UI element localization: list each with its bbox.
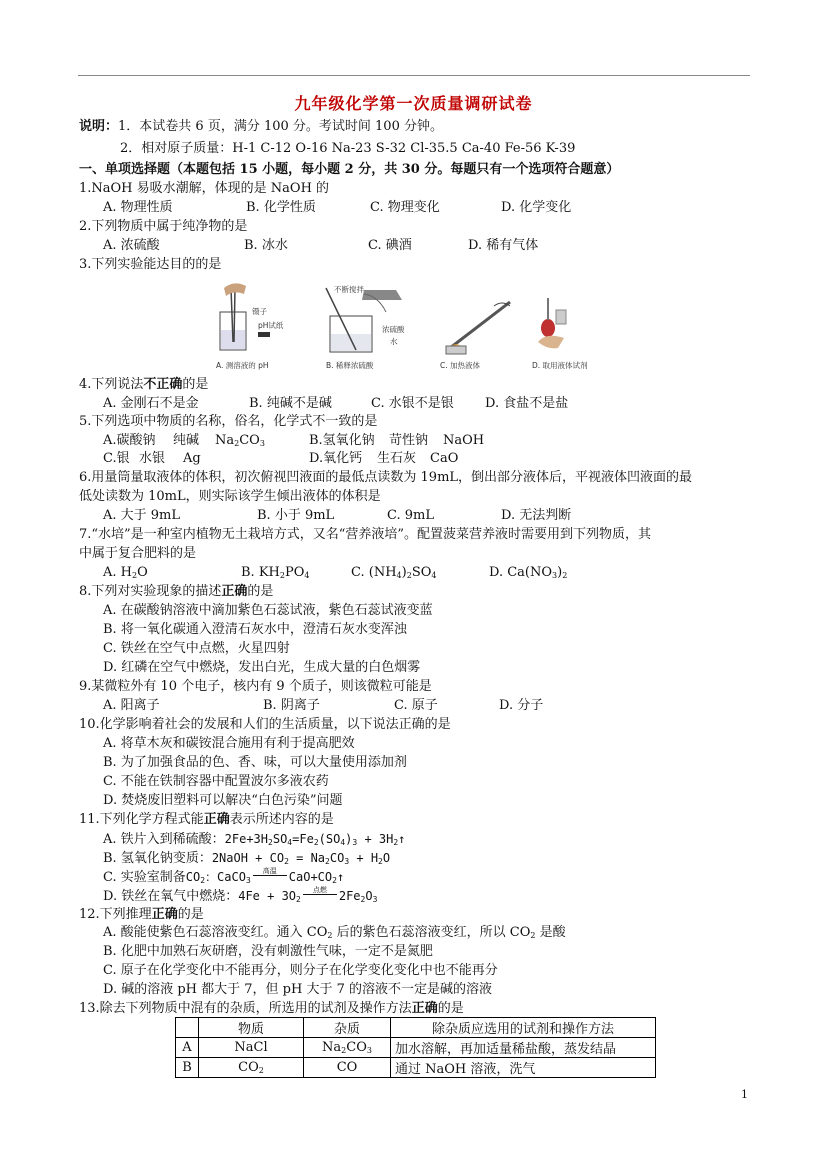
label-acid: 浓硫酸 xyxy=(382,325,405,334)
q5-b-common: 苛性钠 xyxy=(389,433,429,448)
q12-stem-post: 的是 xyxy=(177,907,204,922)
q5-b-name: B.氢氧化钠 xyxy=(309,433,375,448)
q11-d-condition: 点燃 xyxy=(312,886,327,894)
q5-d-name: D.氧化钙 xyxy=(309,451,363,466)
q7-option-d: D. $Ca(NO_3)_2$ xyxy=(489,565,568,580)
q9-option-a: A. 阳离子 xyxy=(103,698,160,713)
q7-option-b: B. $KH_2PO_4$ xyxy=(241,565,310,580)
page-title: 九年级化学第一次质量调研试卷 xyxy=(294,94,533,113)
q9-option-d: D. 分子 xyxy=(499,698,544,713)
q1-options xyxy=(103,199,571,217)
table-cell: B xyxy=(176,1058,199,1078)
q12-option-b: B. 化肥中加熟石灰研磨，没有刺激性气味，一定不是氮肥 xyxy=(103,944,433,959)
notes-line-2: 2．相对原子质量：H-1 C-12 O-16 Na-23 S-32 Cl-35.5 Ca-40 Fe-56 K-39 xyxy=(120,141,576,156)
q13-stem-post: 的是 xyxy=(437,1001,464,1016)
q5-d-common: 生石灰 xyxy=(377,451,417,466)
q8-stem-post: 的是 xyxy=(247,584,274,599)
q11-stem-post: 表示所述内容的是 xyxy=(229,812,334,827)
table-row xyxy=(176,1058,656,1078)
q12-stem-pre: 12.下列推理 xyxy=(79,907,152,922)
q4-option-c: C. 水银不是银 xyxy=(371,396,454,411)
table-row xyxy=(176,1038,656,1058)
q7-option-a: A. $H_2O$ xyxy=(103,565,148,580)
q4-option-a: A. 金刚石不是金 xyxy=(103,396,199,411)
q6-stem-line-2: 低处读数为 10mL，则实际该学生倾出液体的体积是 xyxy=(79,489,381,504)
table-header-cell: 物质 xyxy=(199,1018,304,1038)
q6-options xyxy=(103,507,571,525)
q4-stem-pre: 4.下列说法 xyxy=(79,377,144,392)
q1-option-b: B. 化学性质 xyxy=(246,200,316,215)
q7-stem-line-2: 中属于复合肥料的是 xyxy=(79,546,197,561)
q8-stem-pre: 8.下列对实验现象的描述 xyxy=(79,584,222,599)
table-cell: A xyxy=(176,1038,199,1058)
q1-option-c: C. 物理变化 xyxy=(370,200,440,215)
q11-d-label: D. 铁丝在氧气中燃烧： xyxy=(103,889,239,904)
table-cell: 加水溶解，再加适量稀盐酸，蒸发结晶 xyxy=(391,1038,656,1058)
q5-d-formula: CaO xyxy=(430,451,459,466)
q6-option-b: B. 小于 9mL xyxy=(257,508,335,523)
q9-option-c: C. 原子 xyxy=(394,698,438,713)
q6-option-d: D. 无法判断 xyxy=(501,508,572,523)
label-stir: 不断搅拌 xyxy=(334,285,364,294)
q5-c-formula: Ag xyxy=(183,451,201,466)
q9-option-b: B. 阴离子 xyxy=(263,698,320,713)
q12-option-d: D. 碱的溶液 pH 都大于 7，但 pH 大于 7 的溶液不一定是碱的溶液 xyxy=(103,982,493,997)
q7-options xyxy=(103,564,567,582)
q5-a-formula: $Na_2CO_3$ xyxy=(215,433,265,448)
q10-stem: 10.化学影响着社会的发展和人们的生活质量，以下说法正确的是 xyxy=(79,717,451,732)
q1-option-a: A. 物理性质 xyxy=(103,200,173,215)
q5-row-2 xyxy=(103,450,458,468)
q6-option-c: C. 9mL xyxy=(387,508,434,523)
q8-stem xyxy=(79,583,273,601)
q12-stem-bold: 正确 xyxy=(151,907,178,922)
q5-stem: 5.下列选项中物质的名称，俗名，化学式不一致的是 xyxy=(79,414,378,429)
caption-b: B. 稀释浓硫酸 xyxy=(326,361,374,370)
q2-stem: 2.下列物质中属于纯净物的是 xyxy=(79,219,248,234)
table-cell: $Na_2CO_3$ xyxy=(304,1038,391,1058)
q5-row-1 xyxy=(103,432,484,450)
q3-stem: 3.下列实验能达目的的是 xyxy=(79,257,222,272)
q2-option-b: B. 冰水 xyxy=(244,238,288,253)
figure-a-ph-test xyxy=(216,283,284,370)
q11-d-equation: $4Fe + 3O_2$ 点燃 $2Fe_2O_3$ xyxy=(238,889,377,903)
q10-option-d: D. 焚烧废旧塑料可以解决“白色污染”问题 xyxy=(103,793,343,808)
q12-option-c: C. 原子在化学变化中不能再分，则分子在化学变化变化中也不能再分 xyxy=(103,963,498,978)
q4-stem xyxy=(79,376,208,394)
q8-stem-bold: 正确 xyxy=(221,584,248,599)
q13-stem xyxy=(79,1000,464,1018)
q8-option-a: A. 在碳酸钠溶液中滴加紫色石蕊试液，紫色石蕊试液变蓝 xyxy=(103,603,433,618)
q3-experiment-figure xyxy=(214,282,624,372)
q1-stem: 1.NaOH 易吸水潮解，体现的是 NaOH 的 xyxy=(79,181,330,196)
q11-a-equation: $2Fe+3H_2SO_4=Fe_2(SO_4)_3$ + $3H_2↑$ xyxy=(224,832,406,847)
q5-a-name: A.碳酸钠 xyxy=(103,433,156,448)
q11-c-equation: $CO_2$：CaCO$_3$ 高温 $CaO+CO_2↑$ xyxy=(186,870,344,884)
page-number: 1 xyxy=(741,1088,748,1101)
figure-b-dilution xyxy=(326,284,405,370)
table-cell: $CO_2$ xyxy=(199,1058,304,1078)
q2-options xyxy=(103,237,538,255)
q10-option-b: B. 为了加强食品的色、香、味，可以大量使用添加剂 xyxy=(103,755,407,770)
q11-option-b xyxy=(103,849,390,868)
q1-option-d: D. 化学变化 xyxy=(501,200,572,215)
notes-label: 说明： xyxy=(79,119,119,134)
q8-option-c: C. 铁丝在空气中点燃，火星四射 xyxy=(103,641,290,656)
q11-stem-bold: 正确 xyxy=(203,812,230,827)
q9-stem: 9.某微粒外有 10 个电子，核内有 9 个质子，则该微粒可能是 xyxy=(79,679,432,694)
q7-option-c: C. $(NH_4)_2SO_4$ xyxy=(351,565,437,580)
q6-stem-line-1: 6.用量筒量取液体的体积，初次俯视凹液面的最低点读数为 19mL，倒出部分液体后，平视液体凹液面的最 xyxy=(79,470,693,485)
q4-option-b: B. 纯碱不是碱 xyxy=(249,396,332,411)
q12-option-a: A. 酸能使紫色石蕊溶液变红。通入 $CO_2$ 后的紫色石蕊溶液变红，所以 $CO_2$ 是酸 xyxy=(103,925,566,940)
q10-option-a: A. 将草木灰和碳铵混合施用有利于提高肥效 xyxy=(103,736,355,751)
header-rule xyxy=(78,75,750,76)
q13-stem-pre: 13.除去下列物质中混有的杂质，所选用的试剂及操作方法 xyxy=(79,1001,412,1016)
q4-option-d: D. 食盐不是盐 xyxy=(485,396,569,411)
label-ph-paper: pH试纸 xyxy=(258,321,284,330)
q11-stem xyxy=(79,811,334,829)
q2-option-c: C. 碘酒 xyxy=(368,238,412,253)
table-cell: NaCl xyxy=(199,1038,304,1058)
q12-stem xyxy=(79,906,204,924)
q9-options xyxy=(103,697,543,715)
q11-option-a xyxy=(103,830,405,849)
table-cell: CO xyxy=(304,1058,391,1078)
q4-stem-bold: 不正确 xyxy=(143,377,183,392)
table-cell: 通过 NaOH 溶液，洗气 xyxy=(391,1058,656,1078)
q2-option-d: D. 稀有气体 xyxy=(468,238,539,253)
table-header-cell: 除杂质应选用的试剂和操作方法 xyxy=(391,1018,656,1038)
label-tweezers: 镊子 xyxy=(252,307,267,316)
q5-b-formula: NaOH xyxy=(443,433,485,448)
q4-options xyxy=(103,395,568,413)
q13-table xyxy=(175,1017,656,1078)
q5-c-common: 水银 xyxy=(139,451,166,466)
q6-option-a: A. 大于 9mL xyxy=(103,508,181,523)
table-header-cell: 杂质 xyxy=(304,1018,391,1038)
notes-line-1 xyxy=(79,118,443,136)
q11-b-equation: 2NaOH + $CO_2 = Na_2CO_3 + H_2O$ xyxy=(211,851,391,866)
q11-c-condition: 高温 xyxy=(262,867,277,875)
caption-a: A. 测溶液的 pH xyxy=(216,361,269,370)
figure-d-dropper xyxy=(532,298,588,370)
q11-option-d xyxy=(103,887,377,906)
label-water: 水 xyxy=(390,337,398,346)
q13-stem-bold: 正确 xyxy=(411,1001,438,1016)
q5-a-common: 纯碱 xyxy=(173,433,200,448)
q5-c-name: C.银 xyxy=(103,451,130,466)
q10-option-c: C. 不能在铁制容器中配置波尔多液农药 xyxy=(103,774,329,789)
q2-option-a: A. 浓硫酸 xyxy=(103,238,160,253)
figure-c-heating xyxy=(440,302,510,370)
section-heading: 一、单项选择题（本题包括 15 小题，每小题 2 分，共 30 分。每题只有一个选项符合题意） xyxy=(79,162,620,177)
q7-stem-line-1: 7.“水培”是一种室内植物无土栽培方式，又名“营养液培”。配置菠菜营养液时需要用到下列物质，其 xyxy=(79,527,651,542)
q11-stem-pre: 11.下列化学方程式能 xyxy=(79,812,204,827)
q4-stem-post: 的是 xyxy=(182,377,209,392)
table-header-row xyxy=(176,1018,656,1038)
table-header-cell xyxy=(176,1018,199,1038)
q11-a-label: A. 铁片入到稀硫酸： xyxy=(103,832,225,847)
caption-d: D. 取用液体试剂 xyxy=(532,361,588,370)
q8-option-b: B. 将一氧化碳通入澄清石灰水中，澄清石灰水变浑浊 xyxy=(103,622,407,637)
q11-c-label: C. 实验室制备 xyxy=(103,870,186,885)
notes-text-1: 1．本试卷共 6 页，满分 100 分。考试时间 100 分钟。 xyxy=(118,119,443,134)
q11-b-label: B. 氢氧化钠变质： xyxy=(103,851,212,866)
q8-option-d: D. 红磷在空气中燃烧，发出白光，生成大量的白色烟雾 xyxy=(103,660,421,675)
caption-c: C. 加热液体 xyxy=(440,361,481,370)
